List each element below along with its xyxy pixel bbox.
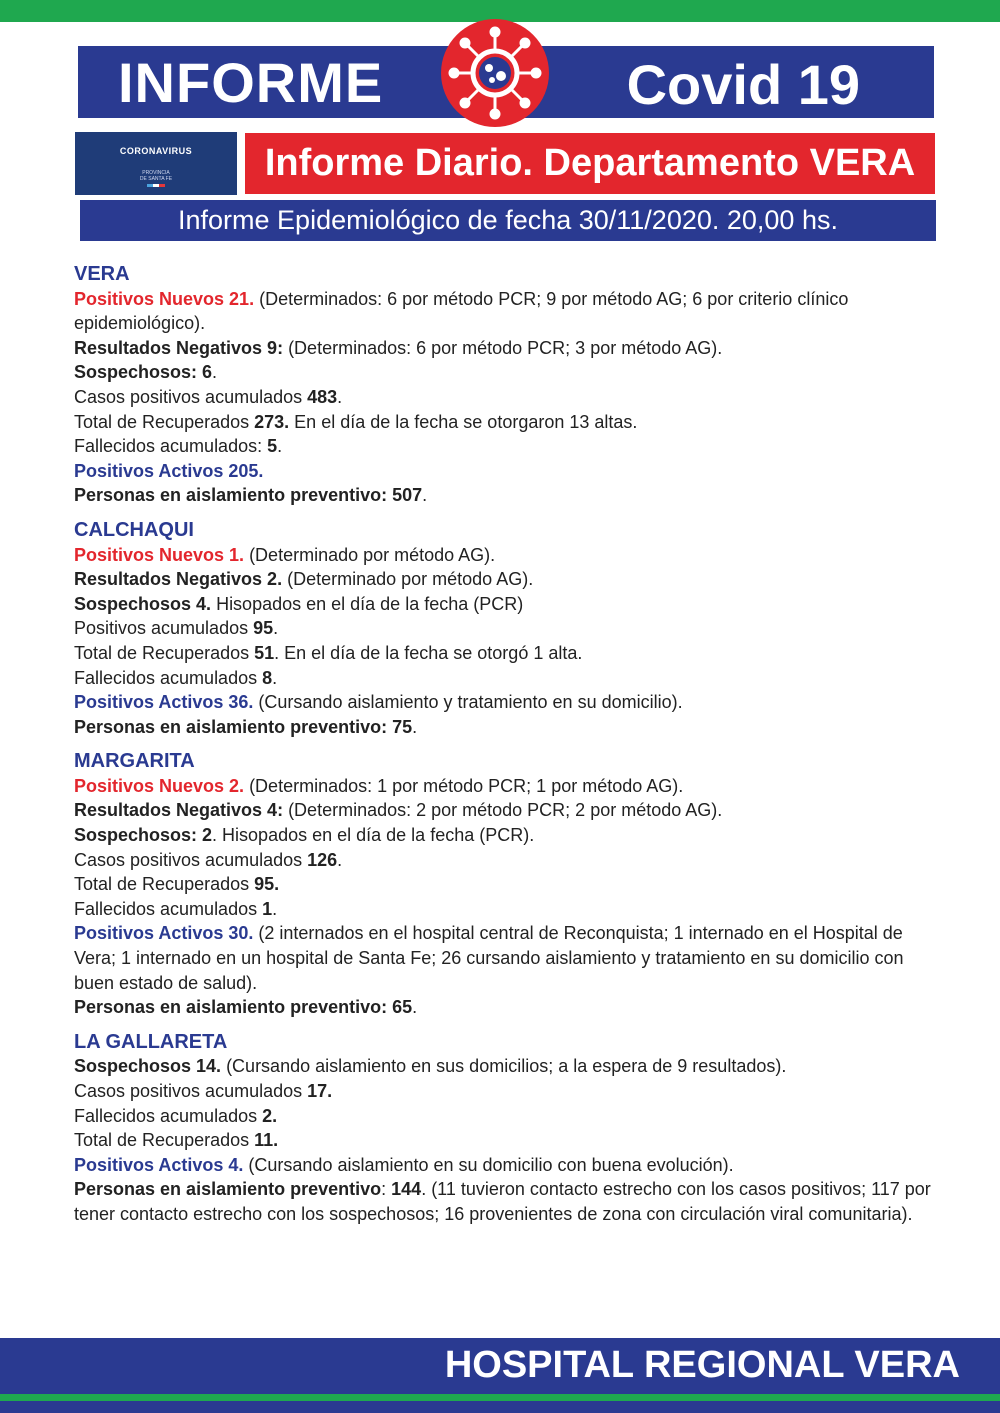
label: Positivos Nuevos 21. — [74, 288, 255, 309]
report-title: Informe Diario. Departamento VERA — [264, 142, 916, 184]
vera-isolation — [74, 483, 934, 508]
footer-green-stripe — [0, 1394, 1000, 1401]
logo-sub-line-2: DE SANTA FE — [139, 176, 173, 182]
label: Sospechosos: 6 — [74, 362, 213, 383]
label: Total de Recuperados — [74, 1130, 255, 1151]
detail: (Determinados: 6 por método PCR; 3 por método AG). — [283, 337, 723, 358]
coronavirus-santa-fe-logo — [75, 132, 237, 195]
detail: . Hisopados en el día de la fecha (PCR). — [212, 825, 535, 846]
label: Positivos Activos 4. — [74, 1154, 244, 1175]
label: Fallecidos acumulados — [74, 898, 263, 919]
margarita-active — [74, 921, 934, 995]
detail: . — [337, 849, 343, 870]
margarita-recovered — [74, 872, 934, 897]
label: Sospechosos: 2 — [74, 825, 213, 846]
vera-active: Positivos Activos 205. — [74, 460, 264, 481]
label: Casos positivos acumulados — [74, 1081, 308, 1101]
gallareta-isolation — [74, 1177, 934, 1226]
label: Positivos Nuevos 1. — [74, 544, 245, 565]
footer-hospital-name: HOSPITAL REGIONAL VERA — [444, 1344, 960, 1386]
margarita-accumulated — [74, 848, 934, 873]
detail: . — [272, 898, 278, 919]
label: Resultados Negativos 4: — [74, 800, 284, 821]
label: Fallecidos acumulados — [74, 667, 263, 688]
value: 17. — [307, 1081, 333, 1101]
detail: (Cursando aislamiento en su domicilio con buena evolución). — [243, 1154, 734, 1175]
calchaqui-deceased — [74, 666, 934, 691]
value: 126 — [307, 849, 338, 870]
calchaqui-negatives — [74, 567, 934, 592]
detail: . En el día de la fecha se otorgó 1 alta. — [274, 642, 583, 663]
label: Personas en aislamiento preventivo — [74, 1179, 382, 1200]
label: Sospechosos 14. — [74, 1056, 222, 1077]
label: Positivos Nuevos 2. — [74, 775, 245, 796]
detail: . — [272, 667, 278, 688]
label: Total de Recuperados — [74, 411, 255, 432]
label: Personas en aislamiento preventivo: 65 — [74, 997, 413, 1018]
calchaqui-isolation — [74, 715, 934, 740]
label: Total de Recuperados — [74, 874, 255, 895]
detail: (Determinados: 6 por método PCR; 9 por método AG; 6 por criterio clínico epidemiológico). — [74, 288, 849, 334]
label: Personas en aislamiento preventivo: 75 — [74, 716, 413, 737]
value: 144 — [391, 1179, 422, 1200]
label: Positivos Activos 36. — [74, 692, 254, 713]
detail: (Determinado por método AG). — [244, 544, 496, 565]
detail: . — [273, 618, 279, 639]
detail: . — [412, 716, 418, 737]
header-title-covid: Covid 19 — [626, 53, 860, 116]
calchaqui-accumulated — [74, 616, 934, 641]
value: 95 — [253, 618, 274, 639]
detail: (Cursando aislamiento en sus domicilios; a la espera de 9 resultados). — [221, 1056, 787, 1077]
vera-new-positives — [74, 287, 934, 336]
vera-deceased — [74, 434, 934, 459]
label: Fallecidos acumulados: — [74, 436, 268, 457]
logo-subtext — [75, 170, 237, 182]
value: 5 — [267, 436, 278, 457]
detail: . — [422, 485, 428, 506]
gallareta-recovered — [74, 1128, 934, 1153]
detail: . — [277, 436, 283, 457]
flag-stripe — [147, 184, 165, 187]
label: Total de Recuperados — [74, 642, 255, 663]
gallareta-deceased — [74, 1104, 934, 1129]
vera-negatives — [74, 336, 934, 361]
vera-recovered — [74, 410, 934, 435]
vera-accumulated — [74, 385, 934, 410]
detail: . — [337, 386, 343, 407]
label: Resultados Negativos 2. — [74, 569, 283, 590]
label: Positivos Activos 30. — [74, 923, 254, 944]
section-title-calchaqui: CALCHAQUI — [74, 518, 194, 541]
detail: . — [412, 997, 418, 1018]
gallareta-suspected — [74, 1054, 934, 1079]
calchaqui-active — [74, 690, 934, 715]
separator: : — [381, 1179, 392, 1200]
logo-text: CORONAVIRUS — [119, 146, 193, 156]
detail: Hisopados en el día de la fecha (PCR) — [211, 593, 524, 614]
detail: . — [212, 362, 218, 383]
detail: . (11 tuvieron contacto estrecho con los casos positivos; 117 por tener contacto estrecho con los sospechosos; 16 provenientes de zona con circulación viral comunitaria). — [74, 1179, 931, 1224]
value: 273. — [254, 411, 290, 432]
margarita-isolation — [74, 995, 934, 1020]
margarita-suspected — [74, 823, 934, 848]
section-title-vera: VERA — [74, 263, 130, 285]
detail: En el día de la fecha se otorgaron 13 altas. — [289, 411, 638, 432]
value: 11. — [254, 1130, 279, 1151]
vera-suspected — [74, 360, 934, 385]
label: Casos positivos acumulados — [74, 849, 308, 870]
label: Fallecidos acumulados — [74, 1105, 263, 1126]
label: Sospechosos 4. — [74, 593, 212, 614]
value: 8 — [262, 667, 273, 688]
report-content — [74, 262, 934, 1227]
gallareta-active — [74, 1153, 934, 1178]
footer-bottom-stripe — [0, 1401, 1000, 1413]
coronavirus-icon — [440, 18, 550, 128]
logo-sub-line-1: PROVINCIA — [142, 170, 170, 176]
section-title-margarita: MARGARITA — [74, 750, 195, 773]
report-date: Informe Epidemiológico de fecha 30/11/2020. 20,00 hs. — [178, 205, 838, 235]
margarita-negatives — [74, 798, 934, 823]
label: Positivos acumulados — [74, 618, 254, 639]
detail: (Determinados: 2 por método PCR; 2 por método AG). — [283, 800, 723, 821]
detail: (Determinado por método AG). — [282, 569, 534, 590]
value: 51 — [254, 642, 275, 663]
calchaqui-new-positives — [74, 543, 934, 568]
calchaqui-suspected — [74, 592, 934, 617]
gallareta-accumulated — [74, 1079, 934, 1104]
detail: (Cursando aislamiento y tratamiento en su domicilio). — [253, 692, 683, 713]
value: 483 — [307, 386, 338, 407]
detail: (Determinados: 1 por método PCR; 1 por método AG). — [244, 775, 684, 796]
label: Resultados Negativos 9: — [74, 337, 284, 358]
label: Personas en aislamiento preventivo: 507 — [74, 485, 423, 506]
margarita-deceased — [74, 897, 934, 922]
detail: (2 internados en el hospital central de Reconquista; 1 internado en el Hospital de Vera; 1 internado en un hospital de Santa Fe; 26 cursando aislamiento y tratamiento en su domicilio con buen estado de salud). — [74, 923, 904, 993]
value: 2. — [262, 1105, 278, 1126]
value: 1 — [262, 898, 273, 919]
section-title-la-gallareta: LA GALLARETA — [74, 1030, 228, 1053]
label: Casos positivos acumulados — [74, 386, 308, 407]
value: 95. — [254, 874, 280, 895]
calchaqui-recovered — [74, 641, 934, 666]
margarita-new-positives — [74, 774, 934, 799]
header-title-informe: INFORME — [118, 51, 384, 114]
